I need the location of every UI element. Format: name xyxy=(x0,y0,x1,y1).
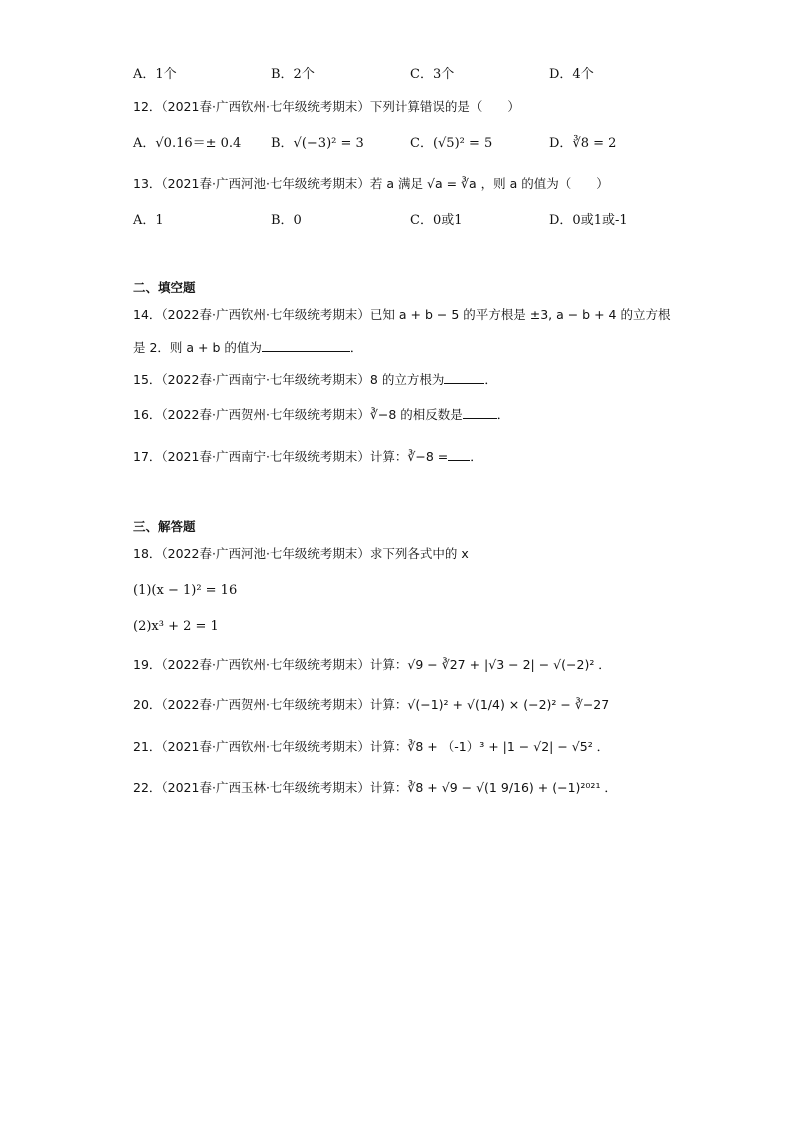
q17-answer-blank xyxy=(448,446,470,461)
q18-part1: (1)(x − 1)² = 16 xyxy=(133,583,238,598)
q14-line2 xyxy=(133,337,362,358)
section-fill-in-title: 二、填空题 xyxy=(133,280,196,295)
q18-stem: 18．（2022春·广西河池·七年级统考期末）求下列各式中的 x xyxy=(133,546,469,561)
q13-option-d: D．0或1或-1 xyxy=(549,213,628,228)
q17 xyxy=(133,446,483,467)
q16-answer-blank xyxy=(463,404,497,419)
q19-stem: 19．（2022春·广西钦州·七年级统考期末）计算：√9 − ∛27 + |√3 − 2| − √(−2)² ． xyxy=(133,657,611,672)
q13-option-c: C．0或1 xyxy=(410,213,463,228)
q13-option-a: A．1 xyxy=(133,213,164,228)
q14-line2-end: ． xyxy=(349,340,363,355)
q21-stem: 21．（2021春·广西钦州·七年级统考期末）计算：∛8 + （-1）³ + |1 − √2| − √5² ． xyxy=(133,739,610,754)
q12-options xyxy=(133,134,653,154)
q11-options xyxy=(133,65,653,85)
q12-option-a: A．√0.16＝± 0.4 xyxy=(133,136,242,151)
q16 xyxy=(133,404,509,425)
q15-answer-blank xyxy=(444,369,484,384)
section-solve-title: 三、解答题 xyxy=(133,519,196,534)
q11-option-d: D．4个 xyxy=(549,67,594,82)
q16-text: 16．（2022春·广西贺州·七年级统考期末）∛−8 的相反数是 xyxy=(133,407,463,422)
q13-stem: 13．（2021春·广西河池·七年级统考期末）若 a 满足 √a = ∛a ，则 a 的值为（ ） xyxy=(133,176,609,191)
q11-option-c: C．3个 xyxy=(410,67,455,82)
q12-option-c: C．(√5)² = 5 xyxy=(410,136,493,151)
q20-stem: 20．（2022春·广西贺州·七年级统考期末）计算：√(−1)² + √(1/4) × (−2)² − ∛−27 xyxy=(133,697,610,712)
q11-option-b: B．2个 xyxy=(271,67,315,82)
q12-option-b: B．√(−3)² = 3 xyxy=(271,136,364,151)
q16-end: ． xyxy=(496,407,510,422)
q15 xyxy=(133,369,497,390)
q14-line2-text: 是 2．则 a + b 的值为 xyxy=(133,340,262,355)
q15-text: 15．（2022春·广西南宁·七年级统考期末）8 的立方根为 xyxy=(133,372,445,387)
q11-option-a: A．1个 xyxy=(133,67,177,82)
q12-option-d: D．∛8 = 2 xyxy=(549,136,617,151)
q12-stem: 12．（2021春·广西钦州·七年级统考期末）下列计算错误的是（ ） xyxy=(133,99,520,114)
q14-line1: 14．（2022春·广西钦州·七年级统考期末）已知 a + b − 5 的平方根是 ±3, a − b + 4 的立方根 xyxy=(133,307,671,322)
q13-option-b: B．0 xyxy=(271,213,302,228)
q15-end: ． xyxy=(484,372,497,387)
q22-stem: 22．（2021春·广西玉林·七年级统考期末）计算：∛8 + √9 − √(1 9/16) + (−1)²⁰²¹ ． xyxy=(133,780,617,795)
q17-text: 17．（2021春·广西南宁·七年级统考期末）计算：∛−8 = xyxy=(133,449,449,464)
q13-options xyxy=(133,211,653,231)
q14-answer-blank xyxy=(262,337,350,352)
q17-end: ． xyxy=(470,449,483,464)
q18-part2: (2)x³ + 2 = 1 xyxy=(133,619,219,634)
